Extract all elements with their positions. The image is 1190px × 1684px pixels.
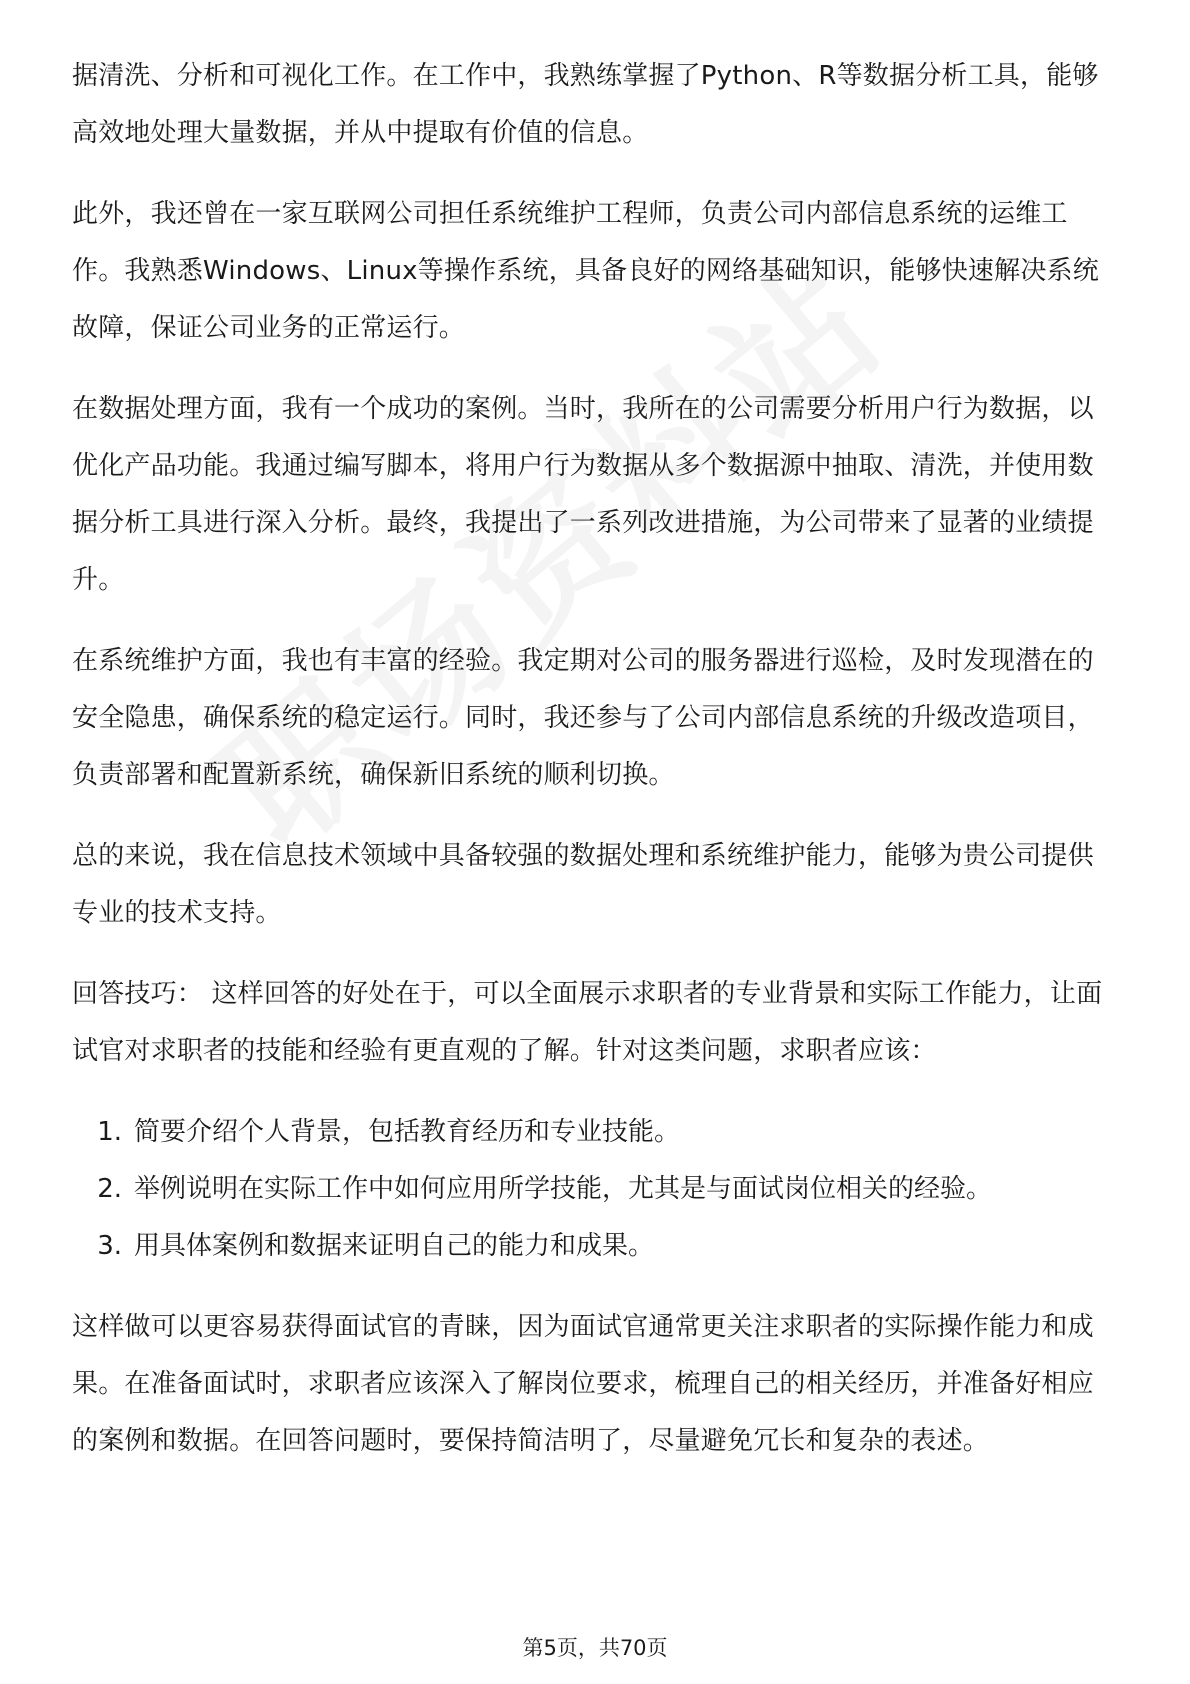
paragraph-answer-tips: 回答技巧： 这样回答的好处在于，可以全面展示求职者的专业背景和实际工作能力，让面试官对求职者的技能和经验有更直观的了解。针对这类问题，求职者应该：: [72, 979, 1103, 1066]
list-number: 1.: [97, 1117, 122, 1147]
paragraph-system-maintenance: 此外，我还曾在一家互联网公司担任系统维护工程师，负责公司内部信息系统的运维工作。我熟悉Windows、Linux等操作系统，具备良好的网络基础知识，能够快速解决系统故障，保证公司业务的正常运行。: [72, 199, 1099, 343]
paragraph-data-work: 据清洗、分析和可视化工作。在工作中，我熟练掌握了Python、R等数据分析工具，能够高效地处理大量数据，并从中提取有价值的信息。: [72, 61, 1099, 148]
page-content: [72, 48, 1118, 1494]
list-text: 用具体案例和数据来证明自己的能力和成果。: [134, 1231, 655, 1261]
list-item: [72, 1161, 1118, 1218]
paragraph-maintenance-experience: 在系统维护方面，我也有丰富的经验。我定期对公司的服务器进行巡检，及时发现潜在的安全隐患，确保系统的稳定运行。同时，我还参与了公司内部信息系统的升级改造项目，负责部署和配置新系统，确保新旧系统的顺利切换。: [72, 646, 1094, 790]
paragraph-data-case: 在数据处理方面，我有一个成功的案例。当时，我所在的公司需要分析用户行为数据，以优化产品功能。我通过编写脚本，将用户行为数据从多个数据源中抽取、清洗，并使用数据分析工具进行深入分析。最终，我提出了一系列改进措施，为公司带来了显著的业绩提升。: [72, 394, 1094, 595]
list-item: [72, 1218, 1118, 1275]
tips-list: [72, 1104, 1118, 1275]
list-text: 举例说明在实际工作中如何应用所学技能，尤其是与面试岗位相关的经验。: [134, 1174, 993, 1204]
list-number: 3.: [97, 1231, 122, 1261]
page-number: 第5页，共70页: [522, 1636, 668, 1660]
list-item: [72, 1104, 1118, 1161]
list-text: 简要介绍个人背景，包括教育经历和专业技能。: [134, 1117, 681, 1147]
list-number: 2.: [97, 1174, 122, 1204]
paragraph-summary: 总的来说，我在信息技术领域中具备较强的数据处理和系统维护能力，能够为贵公司提供专业的技术支持。: [72, 841, 1094, 928]
paragraph-closing: 这样做可以更容易获得面试官的青睐，因为面试官通常更关注求职者的实际操作能力和成果。在准备面试时，求职者应该深入了解岗位要求，梳理自己的相关经历，并准备好相应的案例和数据。在回答问题时，要保持简洁明了，尽量避免冗长和复杂的表述。: [72, 1312, 1094, 1456]
